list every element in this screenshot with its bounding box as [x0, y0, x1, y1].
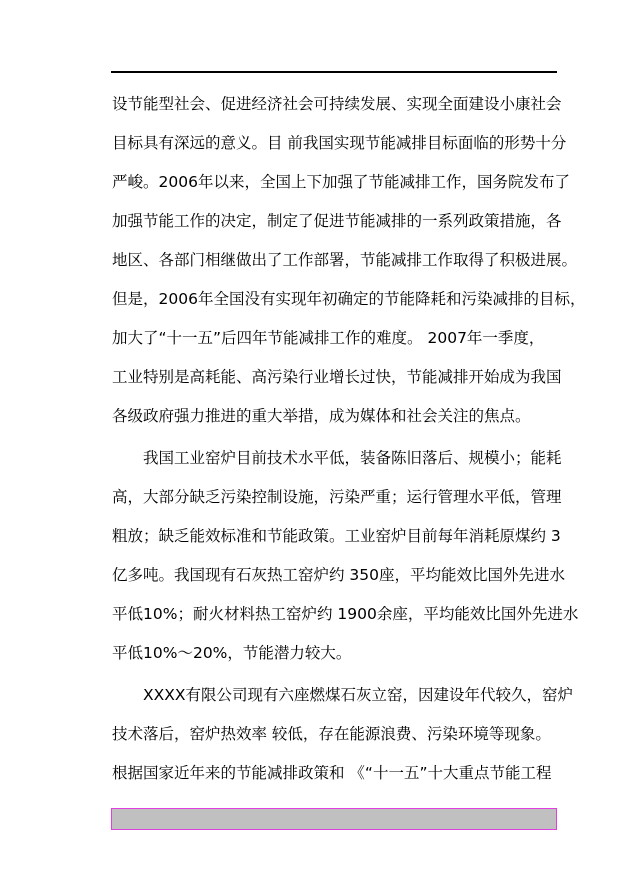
paragraph-1-line-9: 各级政府强力推进的重大举措，成为媒体和社会关注的焦点。 — [112, 407, 531, 425]
paragraph-3-line-3: 根据国家近年来的节能减排政策和 《“十一五”十大重点节能工程 — [112, 764, 552, 782]
paragraph-1-line-7: 加大了“十一五”后四年节能减排工作的难度。 2007年一季度， — [112, 329, 545, 347]
paragraph-2-line-2: 高，大部分缺乏污染控制设施，污染严重；运行管理水平低，管理 — [112, 488, 562, 506]
paragraph-1-line-3: 严峻。2006年以来，全国上下加强了节能减排工作，国务院发布了 — [112, 173, 570, 191]
footer-bar — [111, 808, 557, 830]
paragraph-1-line-4: 加强节能工作的决定，制定了促进节能减排的一系列政策措施，各 — [112, 212, 562, 230]
header-rule — [111, 71, 557, 73]
paragraph-3-line-2: 技术落后，窑炉热效率 较低，存在能源浪费、污染环境等现象。 — [112, 725, 551, 743]
paragraph-3-line-1: XXXX有限公司现有六座燃煤石灰立窑，因建设年代较久，窑炉 — [143, 686, 573, 704]
paragraph-1-line-6: 但是，2006年全国没有实现年初确定的节能降耗和污染减排的目标， — [112, 290, 586, 308]
paragraph-2-line-4: 亿多吨。我国现有石灰热工窑炉约 350座，平均能效比国外先进水 — [112, 566, 566, 584]
paragraph-1-line-2: 目标具有深远的意义。目 前我国实现节能减排目标面临的形势十分 — [112, 134, 567, 152]
paragraph-1-line-5: 地区、各部门相继做出了工作部署，节能减排工作取得了积极进展。 — [112, 251, 578, 269]
paragraph-1-line-1: 设节能型社会、促进经济社会可持续发展、实现全面建设小康社会 — [112, 95, 562, 113]
paragraph-2-line-3: 粗放；缺乏能效标准和节能政策。工业窑炉目前每年消耗原煤约 3 — [112, 527, 561, 545]
paragraph-2-line-1: 我国工业窑炉目前技术水平低，装备陈旧落后、规模小；能耗 — [143, 449, 562, 467]
paragraph-1-line-8: 工业特别是高耗能、高污染行业增长过快，节能减排开始成为我国 — [112, 368, 562, 386]
paragraph-2-line-6: 平低10%～20%，节能潜力较大。 — [112, 644, 352, 662]
paragraph-2-line-5: 平低10%；耐火材料热工窑炉约 1900余座，平均能效比国外先进水 — [112, 605, 579, 623]
